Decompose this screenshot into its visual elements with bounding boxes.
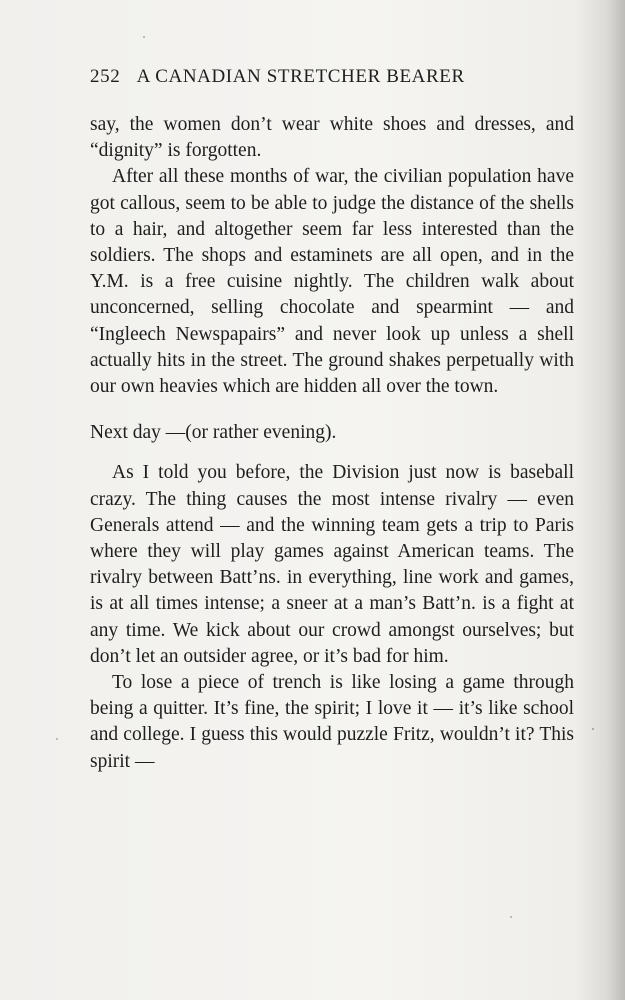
paragraph: As I told you before, the Division just now is baseball crazy. The thing causes the most intense rivalry — even Generals attend — and the winning team gets a trip to Paris where they will play games against American teams. The rivalry between Batt’ns. in everything, line work and games, is at all times intense; a sneer at a man’s Batt’n. is a fight at any time. We kick about our crowd amongst ourselves; but don’t let an outsider agree, or it’s bad for him.	[90, 462, 574, 667]
paragraph-continuation: say, the women don’t wear white shoes and dresses, and “dignity” is forgotten.	[90, 114, 574, 162]
running-header	[90, 66, 590, 88]
dateline: Next day —(or rather evening).	[90, 422, 337, 444]
running-title: A CANADIAN STRETCHER BEARER	[136, 66, 465, 87]
paragraph: To lose a piece of trench is like losing a game through being a quitter. It’s fine, the spirit; I love it — it’s like school and college. I guess this would puzzle Fritz, wouldn’t it? This spirit —	[90, 672, 574, 772]
scan-speck	[143, 36, 145, 38]
paragraph: After all these months of war, the civilian population have got callous, seem to be able to judge the distance of the shells to a hair, and altogether seem far less interested than the soldiers. The shops and estaminets are all open, and in the Y.M. is a free cuisine nightly. The children walk about unconcerned, selling chocolate and spearmint — and “Ingleech Newspapairs” and never look up unless a shell actually hits in the street. The ground shakes perpetually with our own heavies which are hidden all over the town.	[90, 166, 574, 398]
page-number: 252	[90, 66, 121, 87]
scan-speck	[510, 916, 512, 918]
body-text	[90, 112, 574, 775]
scan-speck	[592, 728, 594, 730]
scan-speck	[56, 738, 58, 740]
